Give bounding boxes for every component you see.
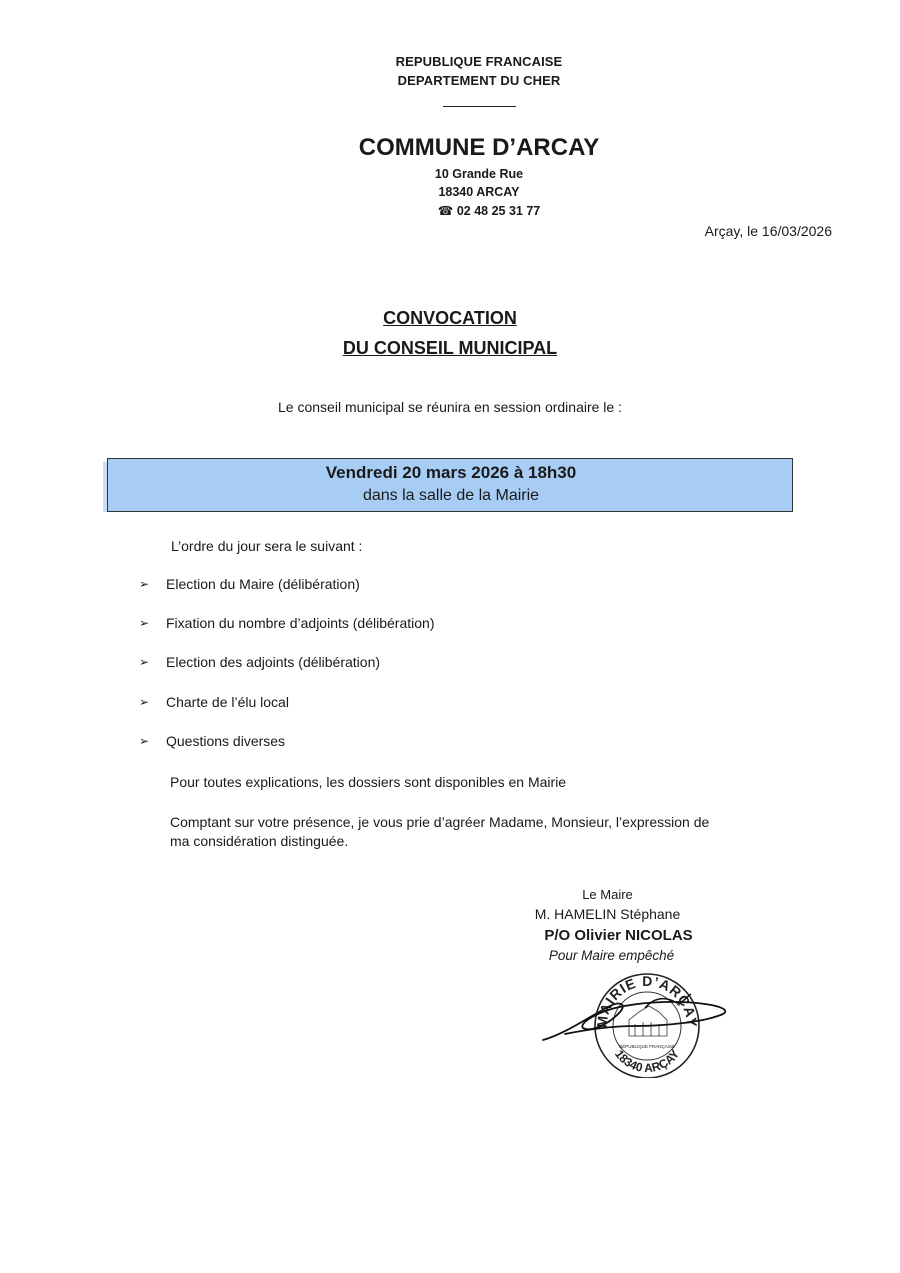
- header-departement: DEPARTEMENT DU CHER: [397, 73, 561, 88]
- date-line: Arçay, le 16/03/2026: [704, 223, 832, 239]
- agenda-item-label: Fixation du nombre d’adjoints (délibération): [166, 615, 435, 631]
- commune-title: COMMUNE D’ARCAY: [358, 134, 600, 161]
- agenda-item: [139, 733, 285, 749]
- agenda-item: [139, 694, 289, 710]
- arrow-bullet-icon: ➢: [139, 695, 150, 709]
- meeting-datetime: Vendredi 20 mars 2026 à 18h30: [325, 463, 577, 482]
- agenda-item-label: Questions diverses: [166, 733, 286, 749]
- stamp-bottom-text: 18340 ARÇAY: [611, 1047, 683, 1076]
- agenda-item: [139, 615, 434, 631]
- stamp-middle-text: RÉPUBLIQUE FRANÇAISE: [618, 1044, 676, 1049]
- title-convocation: CONVOCATION: [383, 308, 517, 328]
- closing-paragraph: Comptant sur votre présence, je vous prie d’agréer Madame, Monsieur, l’expression de ma considération distinguée.: [170, 814, 710, 849]
- intro-text: Le conseil municipal se réunira en session ordinaire le :: [278, 399, 622, 415]
- signature-note: Pour Maire empêché: [548, 948, 675, 963]
- signature-po: P/O Olivier NICOLAS: [544, 927, 693, 944]
- agenda-item-label: Election du Maire (délibération): [166, 576, 360, 592]
- dossiers-paragraph: Pour toutes explications, les dossiers sont disponibles en Mairie: [170, 774, 567, 790]
- agenda-intro: L’ordre du jour sera le suivant :: [171, 538, 363, 554]
- phone-line: [10, 203, 900, 218]
- header-republique: REPUBLIQUE FRANCAISE: [395, 54, 563, 69]
- agenda-item: [139, 576, 360, 592]
- agenda-item: [139, 654, 380, 670]
- arrow-bullet-icon: ➢: [139, 616, 150, 630]
- address-street: 10 Grande Rue: [434, 167, 524, 181]
- phone-number: 02 48 25 31 77: [456, 204, 541, 218]
- title-conseil: DU CONSEIL MUNICIPAL: [342, 338, 558, 358]
- arrow-bullet-icon: ➢: [139, 655, 150, 669]
- arrow-bullet-icon: ➢: [139, 734, 150, 748]
- address-city: 18340 ARCAY: [438, 185, 520, 199]
- signature-role: Le Maire: [582, 887, 633, 902]
- agenda-item-label: Charte de l’élu local: [166, 694, 289, 710]
- signature-name: M. HAMELIN Stéphane: [534, 906, 681, 922]
- phone-icon: ☎: [437, 204, 454, 218]
- header-separator: [443, 106, 516, 107]
- arrow-bullet-icon: ➢: [139, 577, 150, 591]
- stamp-top-text: MAIRIE D’ARÇAY: [593, 972, 701, 1029]
- meeting-location: dans la salle de la Mairie: [362, 487, 540, 504]
- mairie-stamp-signature: [535, 968, 735, 1078]
- agenda-item-label: Election des adjoints (délibération): [166, 654, 381, 670]
